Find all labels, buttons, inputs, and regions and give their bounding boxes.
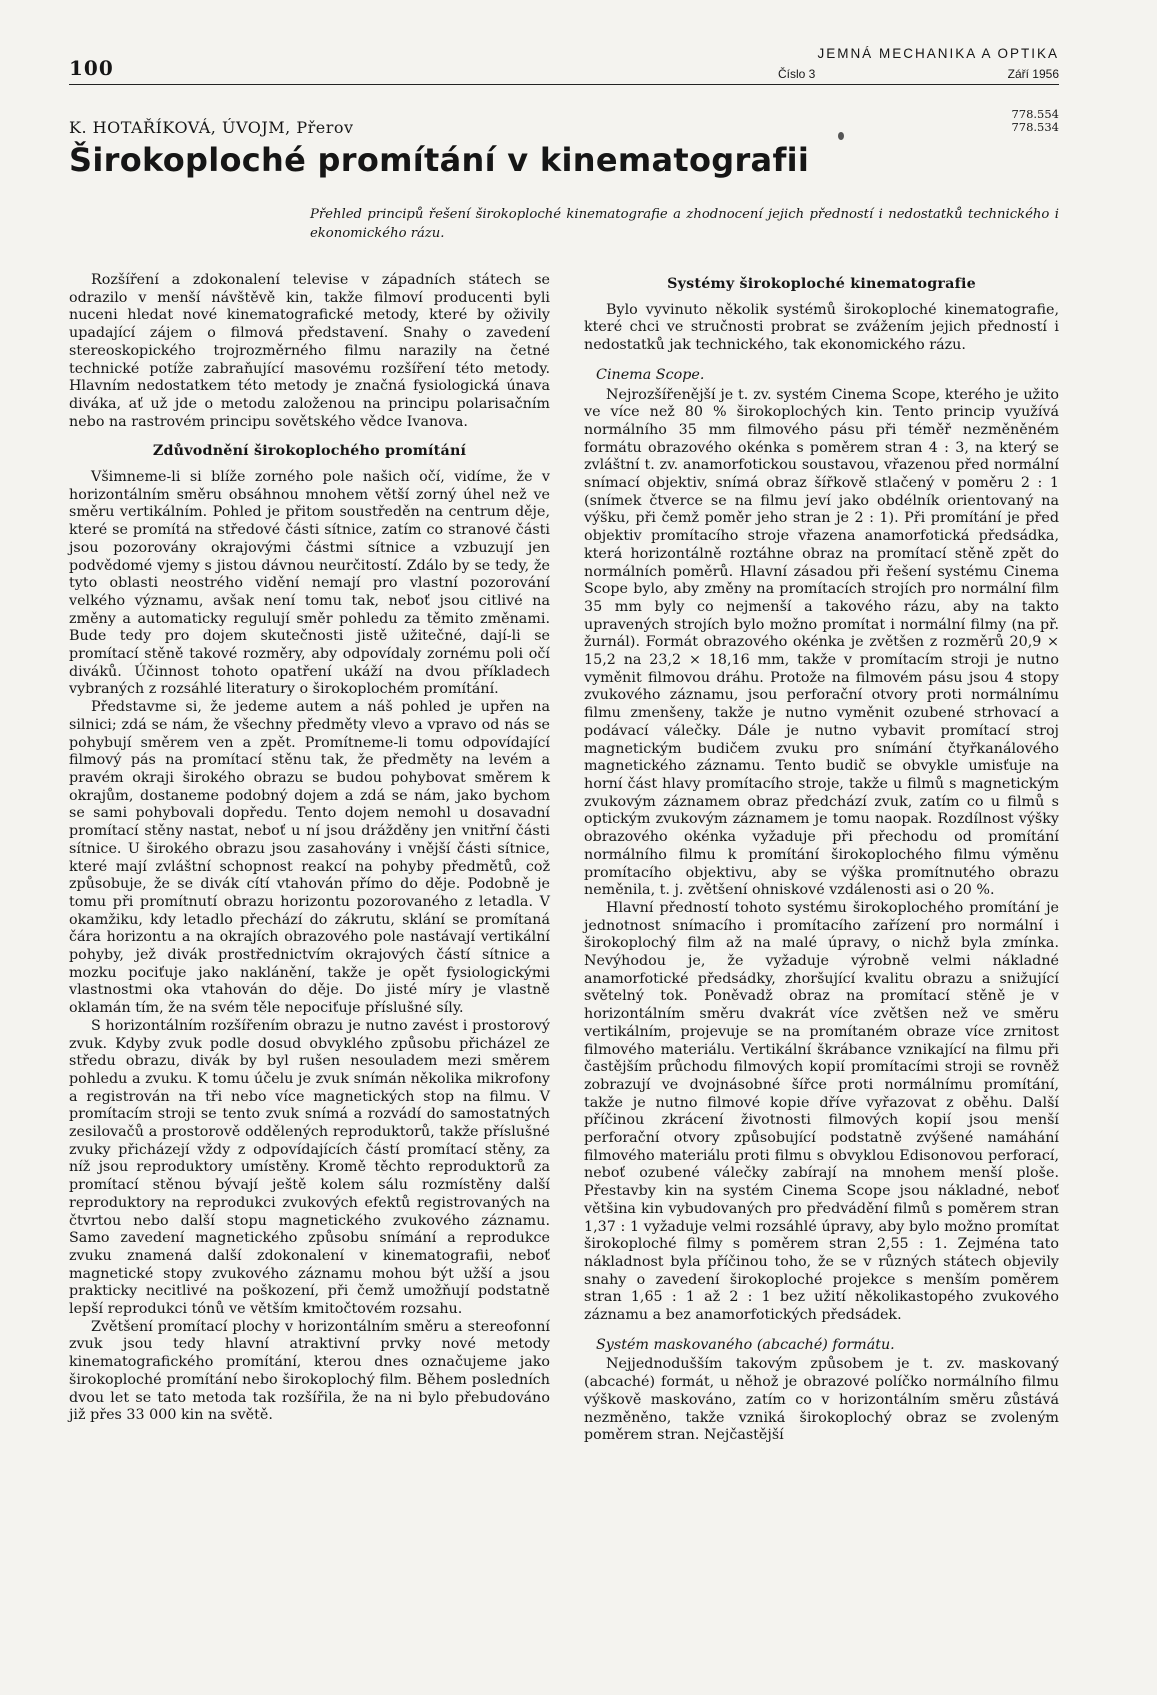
paragraph: Všimneme-li si blíže zorného pole našich očí, vidíme, že v horizontálním směru obsáhnou mnohem větší zorný úhel než ve směru vertikálním. Pohled je přitom soustředěn na centrum děje, které se promítá na středové části sítnice, zatím co stranové části jsou pozorovány okrajovými částmi sítnice a vzbuzují jen podvědomé vjemy s jistou dávnou neurčitostí. Zdálo by se tedy, že tyto oblasti neostrého vidění nemají pro vlastní pozorování velkého významu, avšak není tomu tak, neboť jsou citlivé na změny a automaticky regulují směr pohledu za těmito změnami. Bude tedy pro dojem skutečnosti jistě užitečné, dají-li se promítací stěně takové rozměry, aby odpovídaly zornému poli očí diváků. Účinnost tohoto opatření ukáží na dvou příkladech vybraných z rozsáhlé literatury o širokoplochém promítání. (69, 469, 550, 698)
paragraph: Bylo vyvinuto několik systémů širokoploché kinematografie, které chci ve stručnosti probrat se zvážením jejich předností i nedostatků jak technického, tak ekonomického rázu. (584, 301, 1059, 354)
article-authors: K. HOTAŘÍKOVÁ, ÚVOJM, Přerov (69, 118, 354, 137)
paragraph: Zvětšení promítací plochy v horizontálním směru a stereofonní zvuk jsou tedy hlavní atraktivní prvky nové metody kinematografického promítání, kterou dnes označujeme jako širokoploché promítání nebo širokoplochý film. Během posledních dvou let se tato metoda tak rozšířila, že na ni bylo přebudováno již přes 33 000 kin na světě. (69, 1318, 550, 1424)
issue-date: Září 1956 (1007, 67, 1059, 81)
paragraph: Hlavní předností tohoto systému širokoplochého promítání je jednotnost snímacího i promítacího zařízení pro normální i širokoplochý film až na malé úpravy, o nichž byla zmínka. Nevýhodou je, že vyžaduje výrobně velmi nákladné anamorfotické předsádky, zhoršující kvalitu obrazu a snižující světelný tok. Poněvadž obraz na promítací stěně je v horizontálním směru dvakrát více zvětšen než ve směru vertikálním, projevuje se na promítaném obraze více zrnitost filmového materiálu. Vertikální škrábance vznikající na filmu při častějším průchodu filmových kopií promítacími stroji se rovněž zobrazují ve dvojnásobné šířce proti normálnímu promítání, takže je nutno filmové kopie dříve vyřazovat z oběhu. Další příčinou zkrácení životnosti filmových kopií jsou menší perforační otvory způsobující podstatně zvýšené namáhání filmového materiálu proti filmu s obvyklou Edisonovou perforací, neboť ozubené válečky zabírají na mnohem menší ploše. Přestavby kin na systém Cinema Scope jsou nákladné, neboť většina kin vybudovaných pro předvádění filmů s poměrem stran 1,37 : 1 vyžaduje velmi rozsáhlé úpravy, aby bylo možno promítat širokoploché filmy s poměrem stran 2,55 : 1. Zejména tato nákladnost byla příčinou toho, že se v různých státech objevily snahy o zavedení širokoploché projekce s menším poměrem stran 1,65 : 1 až 2 : 1 bez užití několikastopého zvukového záznamu a bez anamorfotických předsádek. (584, 899, 1059, 1324)
subsection-heading: Cinema Scope. (596, 366, 705, 383)
left-column (69, 272, 550, 1425)
udc-code-2: 778.534 (1011, 120, 1059, 134)
udc-code-1: 778.554 (1011, 107, 1059, 121)
section-heading: Systémy širokoploché kinematografie (667, 276, 976, 292)
journal-title: JEMNÁ MECHANIKA A OPTIKA (817, 46, 1059, 61)
right-column (584, 276, 1059, 1445)
paragraph: Rozšíření a zdokonalení televise v západních státech se odrazilo v menší návštěvě kin, takže filmoví producenti byli nuceni hledat nové kinematografické metody, které by oživily upadající zájem o filmová představení. Snahy o zavedení stereoskopického trojrozměrného filmu narazily na četné technické potíže zabraňující masovému rozšíření této metody. Hlavním nedostatkem této metody je značná fysiologická únava diváka, ať už jde o metodu založenou na principu polarisačním nebo na rastrovém principu sovětského vědce Ivanova. (69, 272, 550, 430)
subsection-heading: Systém maskovaného (abcaché) formátu. (596, 1336, 895, 1353)
paragraph: Nejrozšířenější je t. zv. systém Cinema Scope, kterého je užito ve více než 80 % širokoplochých kin. Tento princip využívá normálního 35 mm filmového pásu při téměř nezměněném formátu obrazového okénka s poměrem stran 4 : 3, na který se zvláštní t. zv. anamorfotickou soustavou, vřazenou před normální snímací objektiv, snímá obraz šířkově stlačený v poměru 2 : 1 (snímek čtverce se na filmu jeví jako obdélník orientovaný na výšku, při čemž poměr jeho stran je 2 : 1). Při promítání je před objektiv promítacího stroje vřazena anamorfotická předsádka, která horizontálně roztáhne obraz na promítací stěně zpět do normálních poměrů. Hlavní zásadou při řešení systému Cinema Scope bylo, aby změny na promítacích strojích pro normální film 35 mm byly co nejmenší a takového rázu, aby na takto upravených strojích bylo možno promítat i normální filmy (na př. žurnál). Formát obrazového okénka je zvětšen z rozměrů 20,9 × 15,2 na 23,2 × 18,16 mm, takže v promítacím stroji je nutno vyměnit filmovou dráhu. Protože na filmovém pásu jsou 4 stopy zvukového záznamu, jsou perforační otvory proti normálnímu filmu zmenšeny, takže je nutno vyměnit ozubené strhovací a podávací válečky. Dále je nutno vybavit promítací stroj magnetickým budičem zvuku pro snímání čtyřkanálového magnetického záznamu. Tento budič se obvykle umisťuje na horní část hlavy promítacího stroje, takže u filmů s magnetickým zvukovým záznamem obraz předchází zvuk, zatím co u filmů s optickým zvukovým záznamem je tomu naopak. Rozdílnost výšky obrazového okénka vyžaduje při přechodu od promítání normálního filmu k promítání širokoplochého filmu výměnu promítacího objektivu, aby se výška promítnutého obrazu neměnila, t. j. zvětšení ohniskové vzdálenosti asi o 20 %. (584, 386, 1059, 899)
section-heading: Zdůvodnění širokoplochého promítání (152, 443, 467, 460)
ink-blot (838, 132, 844, 140)
udc-codes (965, 108, 1059, 134)
article-title: Širokoploché promítání v kinematografii (69, 141, 810, 179)
paragraph: Nejjednodušším takovým způsobem je t. zv. maskovaný (abcaché) formát, u něhož je obrazové políčko normálního filmu výškově maskováno, zatím co v horizontálním směru zůstává nezměněno, takže vzniká širokoplochý obraz se zvoleným poměrem stran. Nejčastější (584, 1356, 1059, 1444)
article-abstract: Přehled principů řešení širokoploché kinematografie a zhodnocení jejich předností i nedostatků technického i ekonomického rázu. (310, 207, 1059, 241)
page-number: 100 (69, 56, 114, 80)
header-rule (69, 84, 1059, 85)
paragraph: Představme si, že jedeme autem a náš pohled je upřen na silnici; zdá se nám, že všechny předměty vlevo a vpravo od nás se pohybují směrem ven a zpět. Promítneme-li tomu odpovídající filmový pás na promítací stěnu tak, že předměty na levém a pravém okraji širokého obrazu se budou pohybovat směrem k okrajům, dostaneme podobný dojem a zdá se nám, jako bychom se sami pohybovali dopředu. Tento dojem nemohl u dosavadní promítací stěny nastat, neboť u ní jsou drážděny jen vnitřní části sítnice. U širokého obrazu jsou zasahovány i vnější části sítnice, které mají zvláštní schopnost reakcí na pohyby předmětů, což způsobuje, že se divák cítí vtahován přímo do děje. Podobně je tomu při promítnutí obrazu horizontu pozorovaného z letadla. V okamžiku, kdy letadlo přechází do zákrutu, sklání se promítaná čára horizontu a na okrajích obrazového pole nastávají vertikální pohyby, jež divák prostřednictvím okrajových částí sítnice a mozku pociťuje jako naklánění, takže je opět fysiologickými vlastnostmi oka vtahován do děje. Do jisté míry je vlastně oklamán tím, že na svém těle nepociťuje příslušné síly. (69, 699, 550, 1017)
issue-number: Číslo 3 (778, 67, 816, 81)
paragraph: S horizontálním rozšířením obrazu je nutno zavést i prostorový zvuk. Kdyby zvuk podle dosud obvyklého způsobu přicházel ze středu obrazu, divák by byl rušen nesouladem mezi směrem pohledu a zvuku. K tomu účelu je zvuk snímán několika mikrofony a registrován na tři nebo více magnetických stop na filmu. V promítacím stroji se tento zvuk snímá a rozvádí do samostatných zesilovačů a prostorově oddělených reproduktorů, takže příslušné zvuky přicházejí vždy z odpovídajících částí promítací stěny, za níž jsou reproduktory umístěny. Kromě těchto reproduktorů za promítací stěnou bývají ještě kolem sálu rozmístěny další reproduktory na reprodukci zvukových efektů registrovaných na čtvrtou nebo další stopu magnetického zvukového záznamu. Samo zavedení magnetického způsobu snímání a reprodukce zvuku znamená další zdokonalení v kinematografii, neboť magnetické stopy zvukového záznamu mohou být užší a jsou prakticky necitlivé na poškození, při čemž umožňují podstatně lepší reprodukci tónů ve větším kmitočtovém rozsahu. (69, 1017, 550, 1318)
